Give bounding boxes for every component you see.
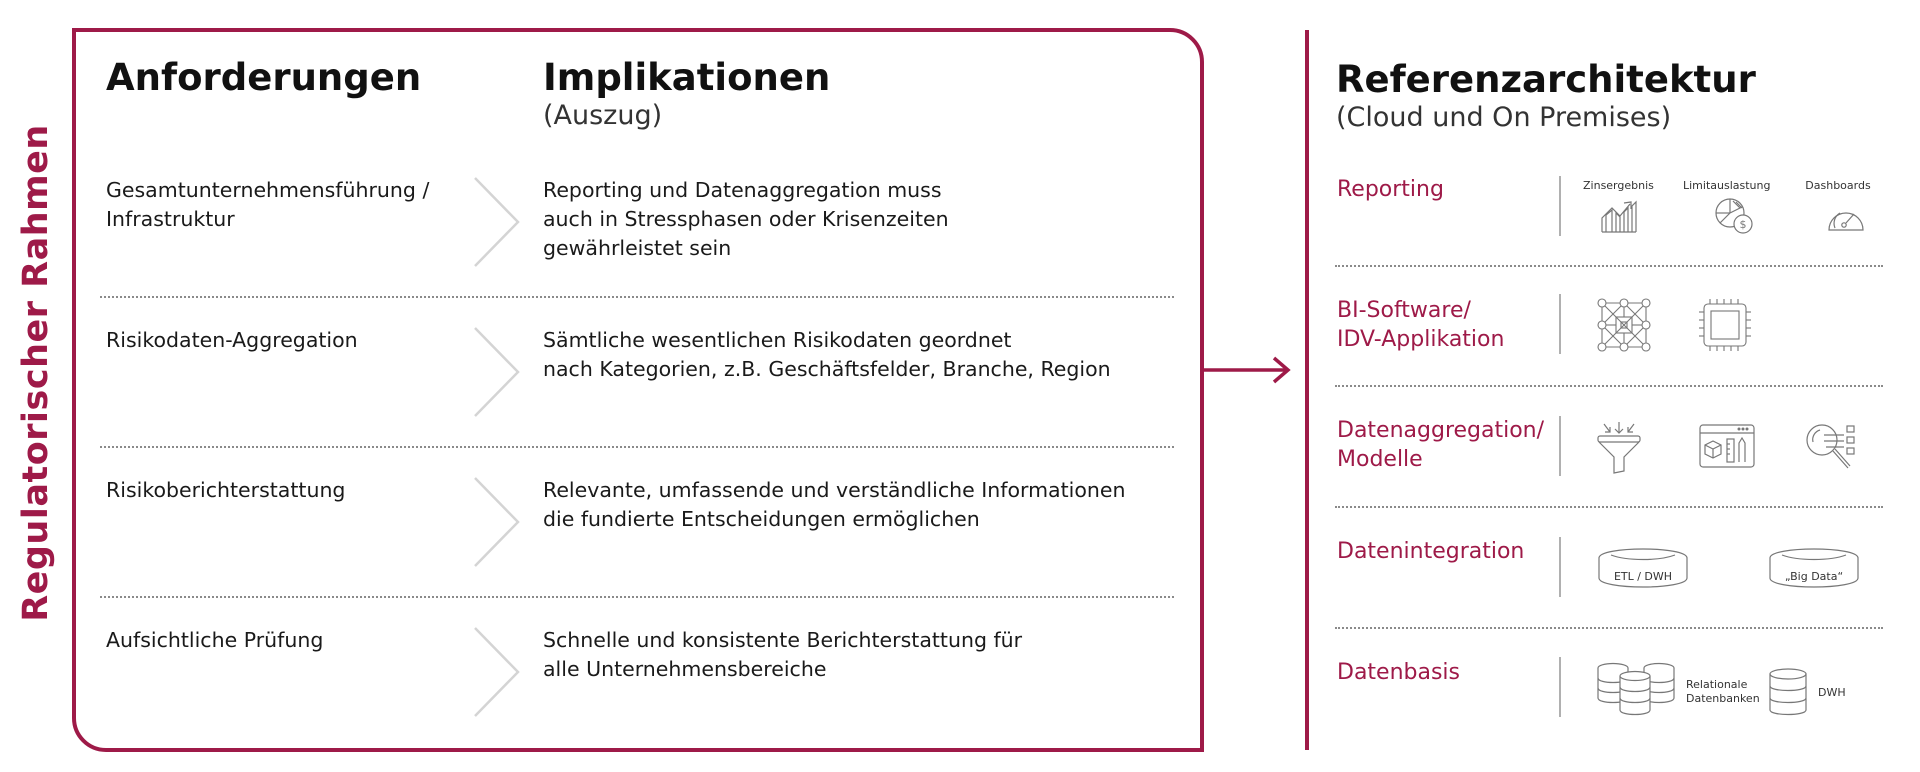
layer-label-line: Datenintegration bbox=[1337, 539, 1525, 564]
layer-divider bbox=[1335, 385, 1883, 387]
layer-label-line: Reporting bbox=[1337, 177, 1444, 202]
architecture-subheading: (Cloud und On Premises) bbox=[1336, 102, 1672, 133]
search-list-icon bbox=[1804, 422, 1860, 472]
requirement-2 bbox=[106, 326, 358, 355]
implication-4 bbox=[543, 626, 1022, 684]
requirement-1 bbox=[106, 176, 429, 234]
implication-3 bbox=[543, 476, 1126, 534]
layer-divider bbox=[1335, 627, 1883, 629]
layer-label-line: Datenbasis bbox=[1337, 660, 1461, 685]
implication-2-line-2: nach Kategorien, z.B. Geschäftsfelder, Branche, Region bbox=[543, 357, 1111, 381]
implication-2-line-1: Sämtliche wesentlichen Risikodaten geordnet bbox=[543, 328, 1012, 352]
row-divider bbox=[100, 446, 1174, 448]
regulatory-framework-title bbox=[16, 124, 57, 622]
disk-caption: „Big Data“ bbox=[1784, 570, 1844, 583]
implication-1 bbox=[543, 176, 949, 263]
layer-label-line: IDV-Applikation bbox=[1337, 327, 1505, 352]
caption-line: Datenbanken bbox=[1686, 692, 1760, 705]
layer-data-integration-label bbox=[1337, 537, 1524, 566]
model-window-icon bbox=[1699, 424, 1755, 468]
dwh-caption: DWH bbox=[1818, 686, 1846, 699]
requirement-4-line-1: Aufsichtliche Prüfung bbox=[106, 628, 324, 652]
layer-data-basis-label bbox=[1337, 658, 1460, 687]
layer-bi-software-label bbox=[1337, 296, 1504, 354]
requirement-2-line-1: Risikodaten-Aggregation bbox=[106, 328, 358, 352]
funnel-icon bbox=[1596, 421, 1642, 475]
requirement-3-line-1: Risikoberichterstattung bbox=[106, 478, 346, 502]
chevron-right-icon bbox=[472, 626, 522, 718]
chevron-right-icon bbox=[472, 476, 522, 568]
implications-heading: Implikationen bbox=[543, 56, 831, 99]
arrow-right-icon bbox=[1200, 356, 1296, 384]
implication-3-line-2: die fundierte Entscheidungen ermöglichen bbox=[543, 507, 980, 531]
implication-1-line-2: auch in Stressphasen oder Krisenzeiten bbox=[543, 207, 949, 231]
layer-divider bbox=[1335, 506, 1883, 508]
layer-rule bbox=[1559, 416, 1561, 476]
disk-icon bbox=[1768, 544, 1860, 592]
icon-caption: Limitauslastung bbox=[1683, 179, 1771, 192]
implication-4-line-2: alle Unternehmensbereiche bbox=[543, 657, 827, 681]
requirement-4 bbox=[106, 626, 323, 655]
implication-1-line-3: gewährleistet sein bbox=[543, 236, 732, 260]
layer-rule bbox=[1559, 176, 1561, 236]
layer-data-aggregation-label bbox=[1337, 416, 1544, 474]
architecture-divider-line bbox=[1305, 30, 1309, 750]
layer-rule bbox=[1559, 537, 1561, 597]
implication-2 bbox=[543, 326, 1111, 384]
requirement-3 bbox=[106, 476, 345, 505]
implication-4-line-1: Schnelle und konsistente Berichterstattung für bbox=[543, 628, 1023, 652]
layer-rule bbox=[1559, 657, 1561, 717]
requirement-1-line-2: Infrastruktur bbox=[106, 207, 235, 231]
layer-label-line: Modelle bbox=[1337, 447, 1423, 472]
layer-label-line: BI-Software/ bbox=[1337, 298, 1471, 323]
implication-1-line-1: Reporting und Datenaggregation muss bbox=[543, 178, 942, 202]
side-title-text: Regulatorischer Rahmen bbox=[16, 124, 57, 622]
chevron-right-icon bbox=[472, 326, 522, 418]
layer-divider bbox=[1335, 265, 1883, 267]
network-node-icon bbox=[1597, 298, 1651, 352]
row-divider bbox=[100, 296, 1174, 298]
gauge-icon bbox=[1826, 200, 1866, 232]
database-cluster-icon bbox=[1597, 662, 1677, 718]
svg-text:$: $ bbox=[1739, 218, 1747, 231]
database-icon bbox=[1768, 668, 1808, 718]
caption-line: Relationale bbox=[1686, 678, 1748, 691]
architecture-heading: Referenzarchitektur bbox=[1336, 58, 1756, 101]
layer-reporting-label bbox=[1337, 175, 1444, 204]
pie-dollar-icon bbox=[1714, 197, 1754, 235]
implication-3-line-1: Relevante, umfassende und verständliche Informationen bbox=[543, 478, 1126, 502]
icon-caption: Dashboards bbox=[1805, 179, 1871, 192]
row-divider bbox=[100, 596, 1174, 598]
layer-rule bbox=[1559, 294, 1561, 354]
chip-icon bbox=[1698, 298, 1752, 352]
relational-db-caption bbox=[1686, 678, 1760, 706]
requirements-heading: Anforderungen bbox=[106, 56, 422, 99]
icon-caption: Zinsergebnis bbox=[1583, 179, 1654, 192]
chevron-right-icon bbox=[472, 176, 522, 268]
rising-chart-icon bbox=[1600, 198, 1638, 234]
disk-caption: ETL / DWH bbox=[1613, 570, 1673, 583]
requirement-1-line-1: Gesamtunternehmensführung / bbox=[106, 178, 430, 202]
implications-subheading: (Auszug) bbox=[543, 100, 663, 131]
layer-label-line: Datenaggregation/ bbox=[1337, 418, 1545, 443]
disk-icon bbox=[1597, 544, 1689, 592]
